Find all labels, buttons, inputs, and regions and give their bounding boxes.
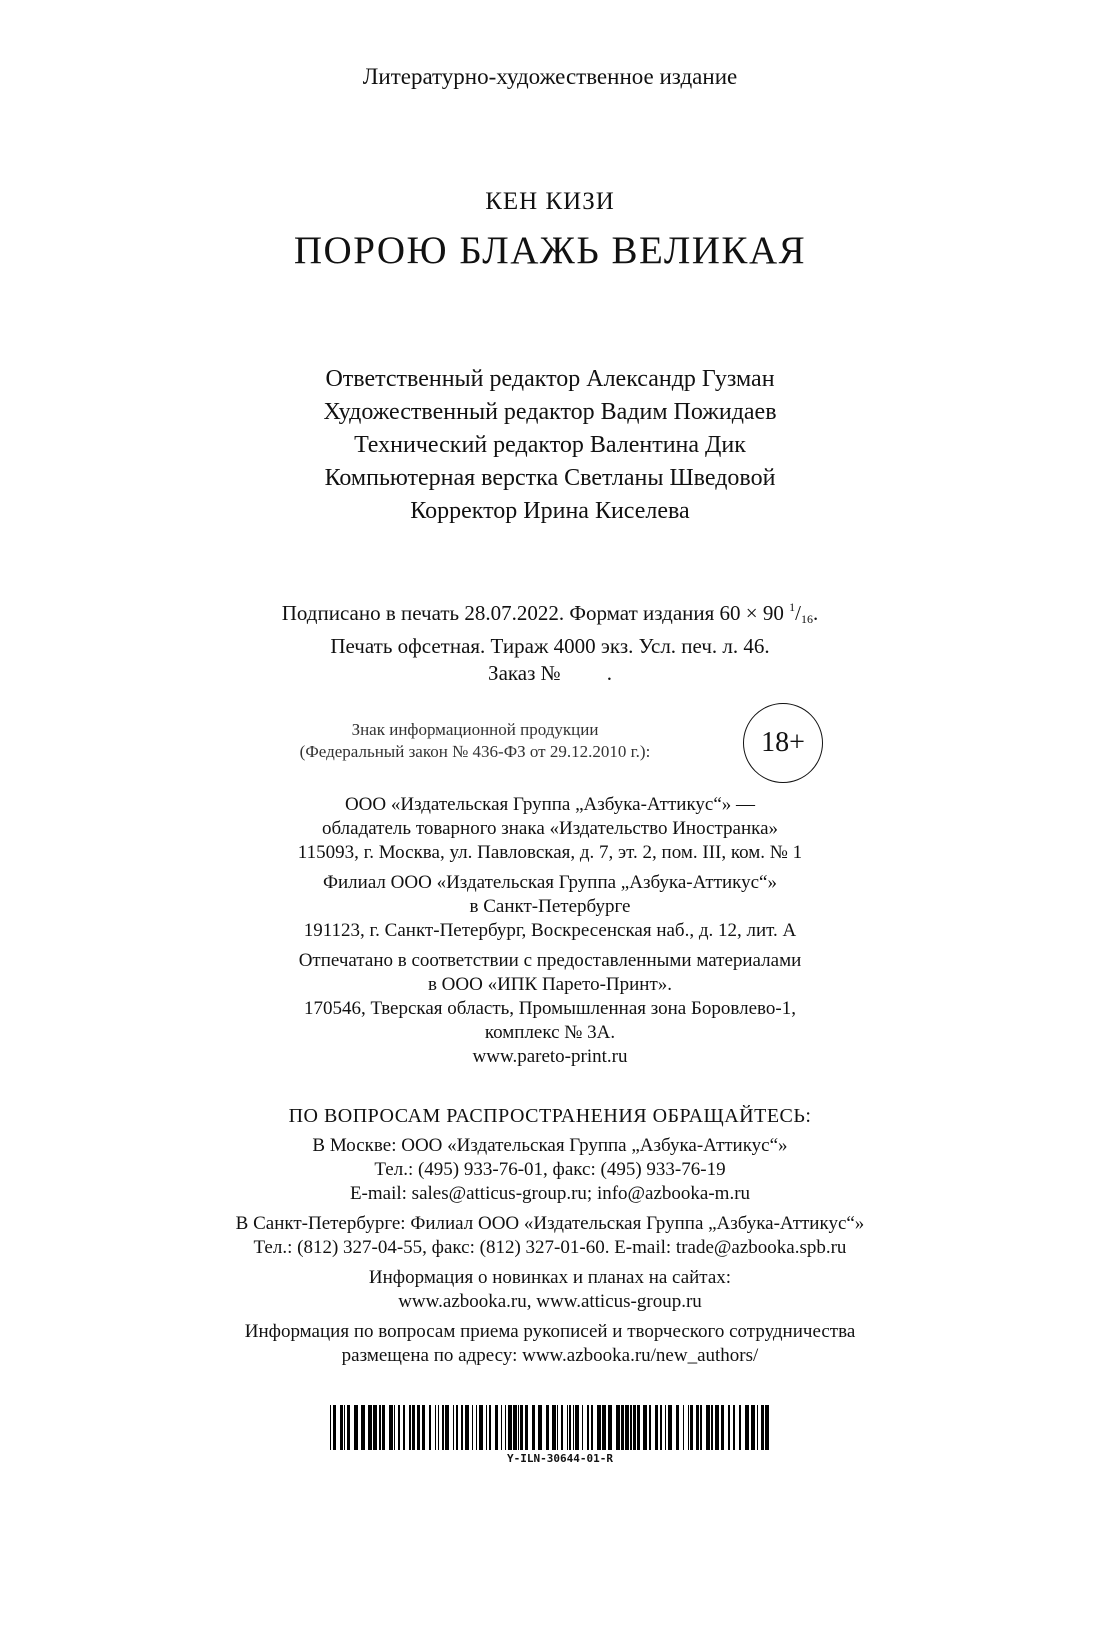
barcode-code: Y-ILN-30644-01-R <box>507 1452 613 1465</box>
credit-line: Художественный редактор Вадим Пожидаев <box>323 399 777 425</box>
edition-type: Литературно-художественное издание <box>362 64 738 89</box>
printer-line: Отпечатано в соответствии с предоставленными материалами <box>298 950 802 971</box>
order-line <box>0 660 1100 687</box>
printer-line: комплекс № 3А. <box>484 1022 616 1043</box>
manuscripts-line: размещена по адресу: www.azbooka.ru/new_authors/ <box>341 1345 759 1366</box>
barcode <box>330 1405 770 1465</box>
format-numerator: 1 <box>789 600 796 614</box>
websites-line: www.azbooka.ru, www.atticus-group.ru <box>398 1291 702 1312</box>
spb-line: Тел.: (812) 327-04-55, факс: (812) 327-01-60. E-mail: trade@azbooka.spb.ru <box>253 1237 847 1258</box>
credit-line: Технический редактор Валентина Дик <box>354 432 746 458</box>
info-sign-text <box>250 719 700 763</box>
credit-line: Компьютерная верстка Светланы Шведовой <box>324 465 776 491</box>
format-end: . <box>813 601 819 625</box>
book-title: ПОРОЮ БЛАЖЬ ВЕЛИКАЯ <box>293 229 807 272</box>
age-rating-label: 18+ <box>761 727 805 758</box>
print-info-line-2: Печать офсетная. Тираж 4000 экз. Усл. печ. л. 46. <box>330 634 770 658</box>
publisher-line: обладатель товарного знака «Издательство Иностранка» <box>321 818 779 839</box>
info-sign-line-1: Знак информационной продукции <box>351 720 599 739</box>
publisher-line: 115093, г. Москва, ул. Павловская, д. 7, эт. 2, пом. III, ком. № 1 <box>297 842 803 863</box>
print-format-text: Подписано в печать 28.07.2022. Формат издания 60 × 90 <box>281 601 784 625</box>
distribution-block <box>0 1104 1100 1368</box>
printer-line: в ООО «ИПК Парето-Принт». <box>427 974 673 995</box>
distribution-heading: ПО ВОПРОСАМ РАСПРОСТРАНЕНИЯ ОБРАЩАЙТЕСЬ: <box>288 1105 812 1127</box>
branch-line: 191123, г. Санкт-Петербург, Воскресенская наб., д. 12, лит. А <box>303 920 797 941</box>
credit-line: Корректор Ирина Киселева <box>410 498 690 524</box>
order-label: Заказ № <box>488 661 561 685</box>
book-author: КЕН КИЗИ <box>485 188 615 215</box>
barcode-bars <box>330 1405 770 1450</box>
format-separator: / <box>795 601 801 625</box>
websites-line: Информация о новинках и планах на сайтах: <box>368 1267 732 1288</box>
age-rating-badge <box>743 703 823 783</box>
order-end: . <box>606 661 612 685</box>
printer-website: www.pareto-print.ru <box>472 1046 628 1067</box>
info-sign-line-2: (Федеральный закон № 436-ФЗ от 29.12.2010 г.): <box>299 742 651 761</box>
moscow-line: Тел.: (495) 933-76-01, факс: (495) 933-76-19 <box>374 1159 726 1180</box>
manuscripts-line: Информация по вопросам приема рукописей и творческого сотрудничества <box>244 1321 856 1342</box>
credit-line: Ответственный редактор Александр Гузман <box>325 366 775 392</box>
publisher-block <box>0 793 1100 1069</box>
print-info-line-1 <box>0 594 1100 633</box>
branch-line: в Санкт-Петербурге <box>469 896 631 917</box>
spb-line: В Санкт-Петербурге: Филиал ООО «Издательская Группа „Азбука-Аттикус“» <box>235 1213 865 1234</box>
printer-line: 170546, Тверская область, Промышленная зона Боровлево-1, <box>304 998 796 1019</box>
format-denominator: 16 <box>801 612 813 626</box>
moscow-line: В Москве: ООО «Издательская Группа „Азбука-Аттикус“» <box>312 1135 788 1156</box>
print-info <box>0 594 1100 687</box>
credits-block <box>0 363 1100 528</box>
publisher-line: ООО «Издательская Группа „Азбука-Аттикус“» — <box>344 794 756 815</box>
moscow-line: E-mail: sales@atticus-group.ru; info@azbooka-m.ru <box>349 1183 751 1204</box>
branch-line: Филиал ООО «Издательская Группа „Азбука-Аттикус“» <box>323 872 777 893</box>
